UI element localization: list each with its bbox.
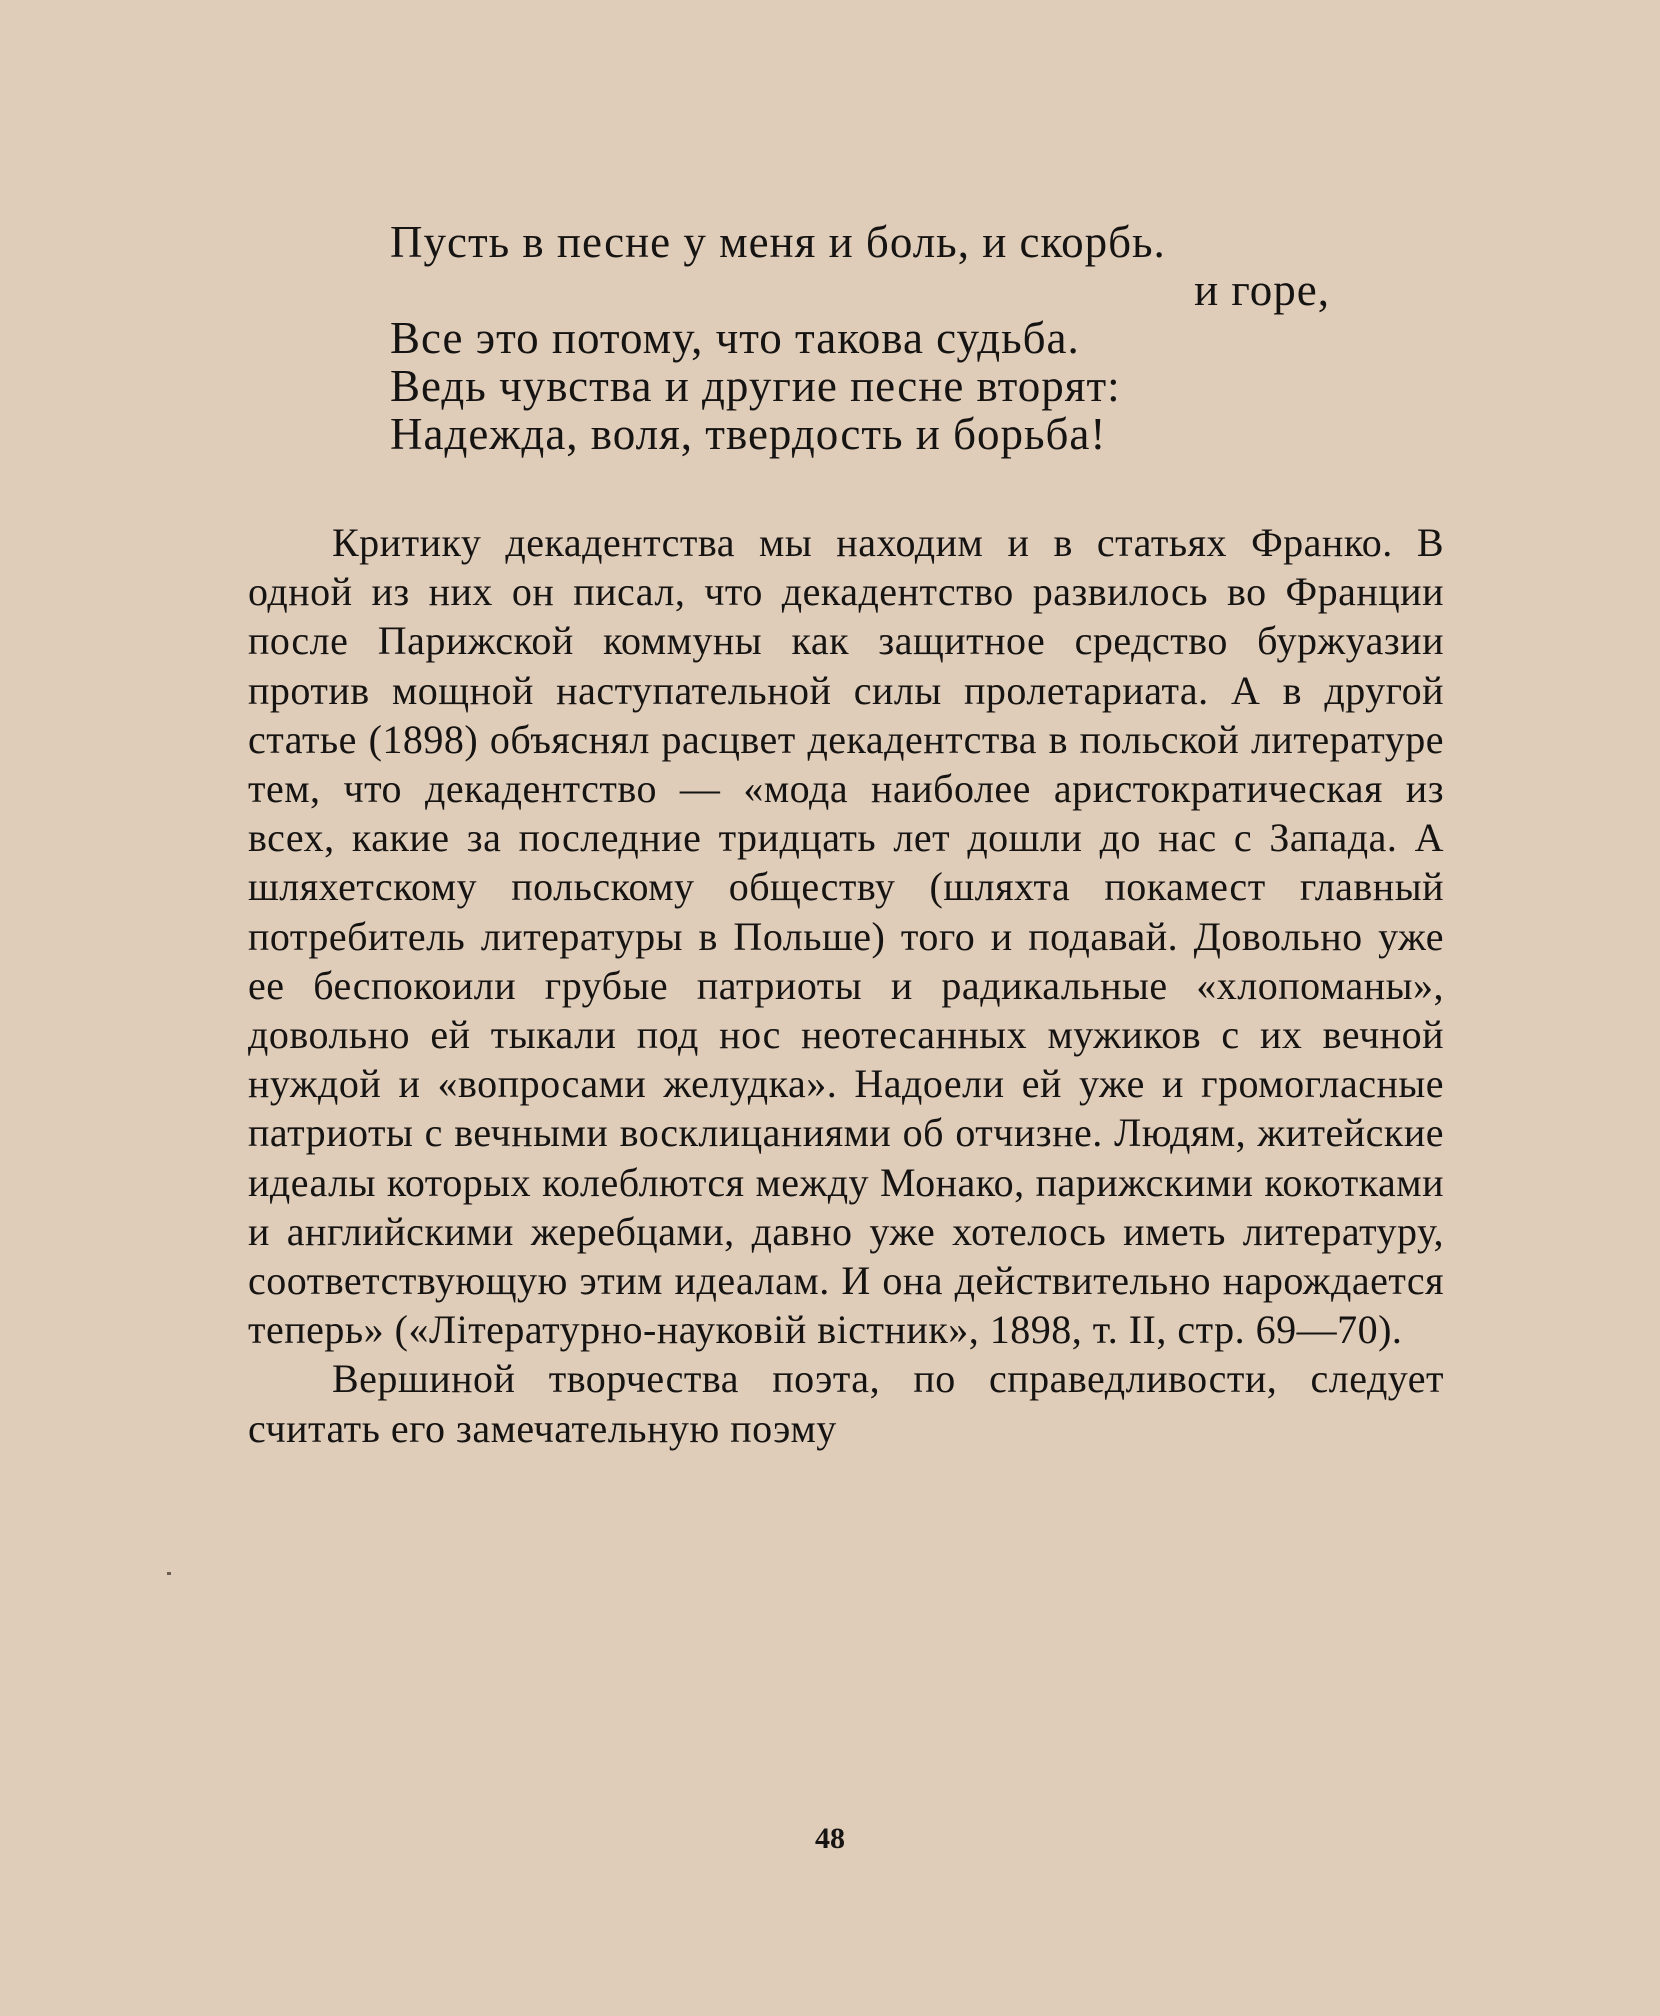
poem-line: Все это потому, что такова судьба.: [390, 313, 1080, 363]
poem-line: Пусть в песне у меня и боль, и скорбь.: [390, 217, 1166, 267]
poem-line: Ведь чувства и другие песне вторят:: [390, 361, 1121, 411]
paragraph: Критику декадентства мы находим и в статьях Франко. В одной из них он писал, что декадентство развилось во Франции после Парижской коммуны как защитное средство буржуазии против мощной наступательной силы пролетариата. А в другой статье (1898) объяснял расцвет декадентства в польской литературе тем, что декадентство — «мода наиболее аристократическая из всех, какие за последние тридцать лет дошли до нас с Запада. А шляхетскому польскому обществу (шляхта покамест главный потребитель литературы в Польше) того и подавай. Довольно уже ее беспокоили грубые патриоты и радикальные «хлопоманы», довольно ей тыкали под нос неотесанных мужиков с их вечной нуждой и «вопросами желудка». Надоели ей уже и громогласные патриоты с вечными восклицаниями об отчизне. Людям, житейские идеалы которых колеблются между Монако, парижскими кокотками и английскими жеребцами, давно уже хотелось иметь литературу, соответствующую этим идеалам. И она действительно нарождается теперь» («Літературно-науковій вістник», 1898, т. II, стр. 69—70).: [248, 520, 1444, 1353]
poem-stanza: [390, 218, 1330, 458]
page-number: 48: [815, 1822, 845, 1855]
paragraph: Вершиной творчества поэта, по справедливости, следует считать его замечательную поэму: [248, 1356, 1444, 1451]
poem-line: Надежда, воля, твердость и борьба!: [390, 409, 1107, 459]
body-text: [248, 518, 1444, 1453]
margin-mark: [167, 1572, 171, 1575]
poem-line-continuation: и горе,: [1194, 265, 1330, 315]
